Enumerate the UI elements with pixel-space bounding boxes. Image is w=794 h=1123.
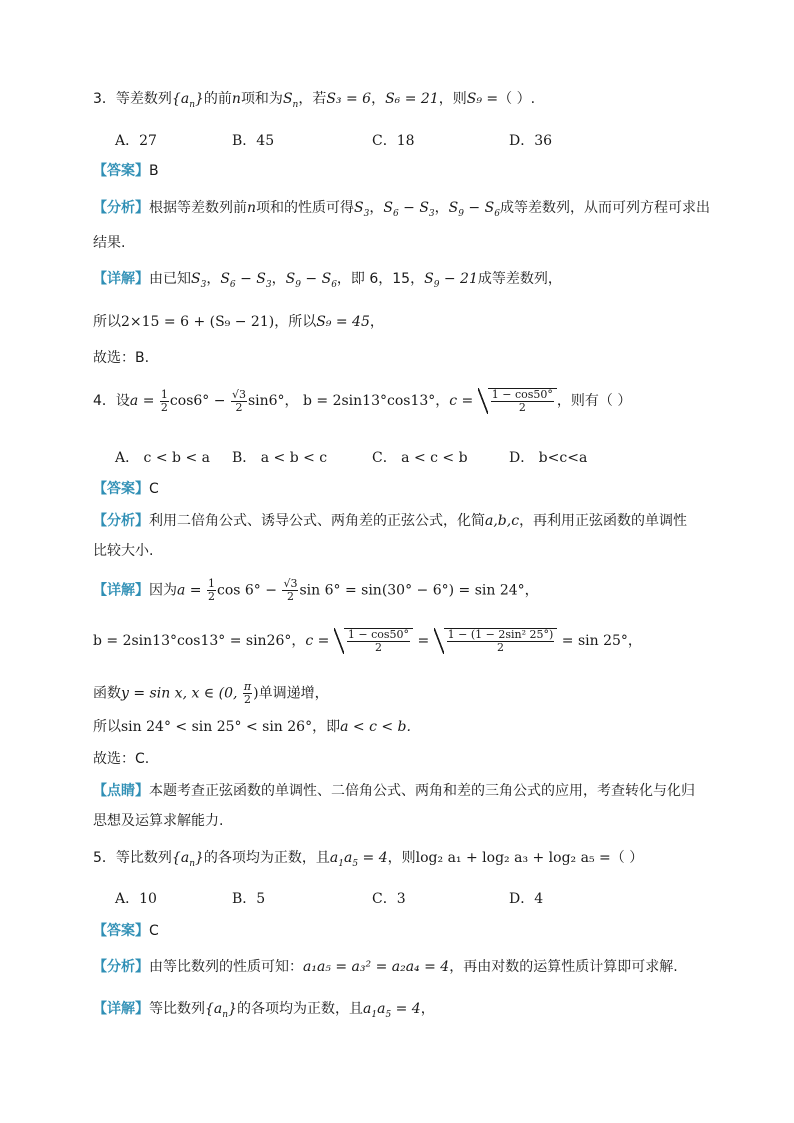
q3-option-a: A．27: [115, 133, 157, 149]
q3-analysis-cont: 结果.: [93, 235, 126, 251]
q3-answer: 【答案】B: [93, 163, 159, 179]
q4-analysis-cont: 比较大小.: [93, 543, 154, 559]
q5-stem: 5．等比数列$\{a_n\}$的各项均为正数，且$a_1a_5 = 4$，则log₂ a₁ + log₂ a₃ + log₂ a₅ =（ ）: [93, 850, 644, 869]
q5-detail: 【详解】等比数列$\{a_n\}$的各项均为正数，且$a_1a_5 = 4$，: [93, 1001, 435, 1020]
q5-option-a: A．10: [115, 891, 157, 907]
q5-analysis: 【分析】由等比数列的性质可知：a₁a₅ = a₃² = a₂a₄ = 4，再由对数的运算性质计算即可求解.: [93, 959, 678, 975]
q4-detail-3: 函数y = sin x, x ∈ (0, $\frac{\pi}{2}$ )单调递增，: [93, 680, 329, 706]
q4-option-d: D． b<c<a: [509, 450, 588, 466]
q5-option-b: B．5: [232, 891, 266, 907]
q3-option-b: B．45: [232, 133, 275, 149]
q4-answer: 【答案】C: [93, 481, 159, 497]
q4-stem: 4．设a = $\frac{1}{2}$ cos6° − $\frac{√3}{2}$ sin6°， b = 2sin13°cos13°，c = $\frac{1 - \cos 50^\circ}{2}$ ，则有（ ）: [93, 387, 632, 414]
q4-option-c: C． a < c < b: [372, 450, 468, 466]
q4-note-cont: 思想及运算求解能力.: [93, 813, 224, 829]
q5-option-d: D．4: [509, 891, 544, 907]
q3-analysis: 【分析】根据等差数列前n项和的性质可得$S_3$，$S_6 - S_3$，$S_9 - S_6$成等差数列，从而可列方程可求出: [93, 200, 710, 219]
q3-detail-3: 故选：B.: [93, 350, 150, 366]
q4-option-a: A． c < b < a: [115, 450, 210, 466]
q3-option-d: D．36: [509, 133, 553, 149]
q4-detail: 【详解】因为a = $\frac{1}{2}$ cos 6° − $\frac{√3}{2}$ sin 6° = sin(30° − 6°) = sin 24°，: [93, 577, 539, 603]
q5-answer: 【答案】C: [93, 923, 159, 939]
q3-detail: 【详解】由已知$S_3$，$S_6 - S_3$，$S_9 - S_6$，即 6，15，$S_9 - 21$成等差数列，: [93, 271, 562, 290]
q5-option-c: C．3: [372, 891, 406, 907]
q3-stem: 3．等差数列$\{a_n\}$的前n项和为$S_n$，若S₃ = 6，S₆ = 21，则S₉ =（ ）.: [93, 91, 536, 110]
q3-option-c: C．18: [372, 133, 415, 149]
q4-note: 【点睛】本题考查正弦函数的单调性、二倍角公式、两角和差的三角公式的应用，考查转化与化归: [93, 783, 695, 799]
q4-detail-5: 故选：C.: [93, 751, 150, 767]
q3-detail-2: 所以2×15 = 6 + (S₉ − 21)，所以S₉ = 45，: [93, 314, 384, 330]
q4-option-b: B． a < b < c: [232, 450, 328, 466]
q4-detail-2: b = 2sin13°cos13° = sin26°，c = $\frac{1 - \cos 50^\circ}{2}$ = $\frac{\text{1 − (1 − 2sin² 25°)}}{2}$ = sin 25°，: [93, 628, 642, 654]
q4-detail-4: 所以sin 24° < sin 25° < sin 26°，即a < c < b.: [93, 719, 411, 735]
q4-analysis: 【分析】利用二倍角公式、诱导公式、两角差的正弦公式，化简a,b,c，再利用正弦函数的单调性: [93, 513, 688, 529]
